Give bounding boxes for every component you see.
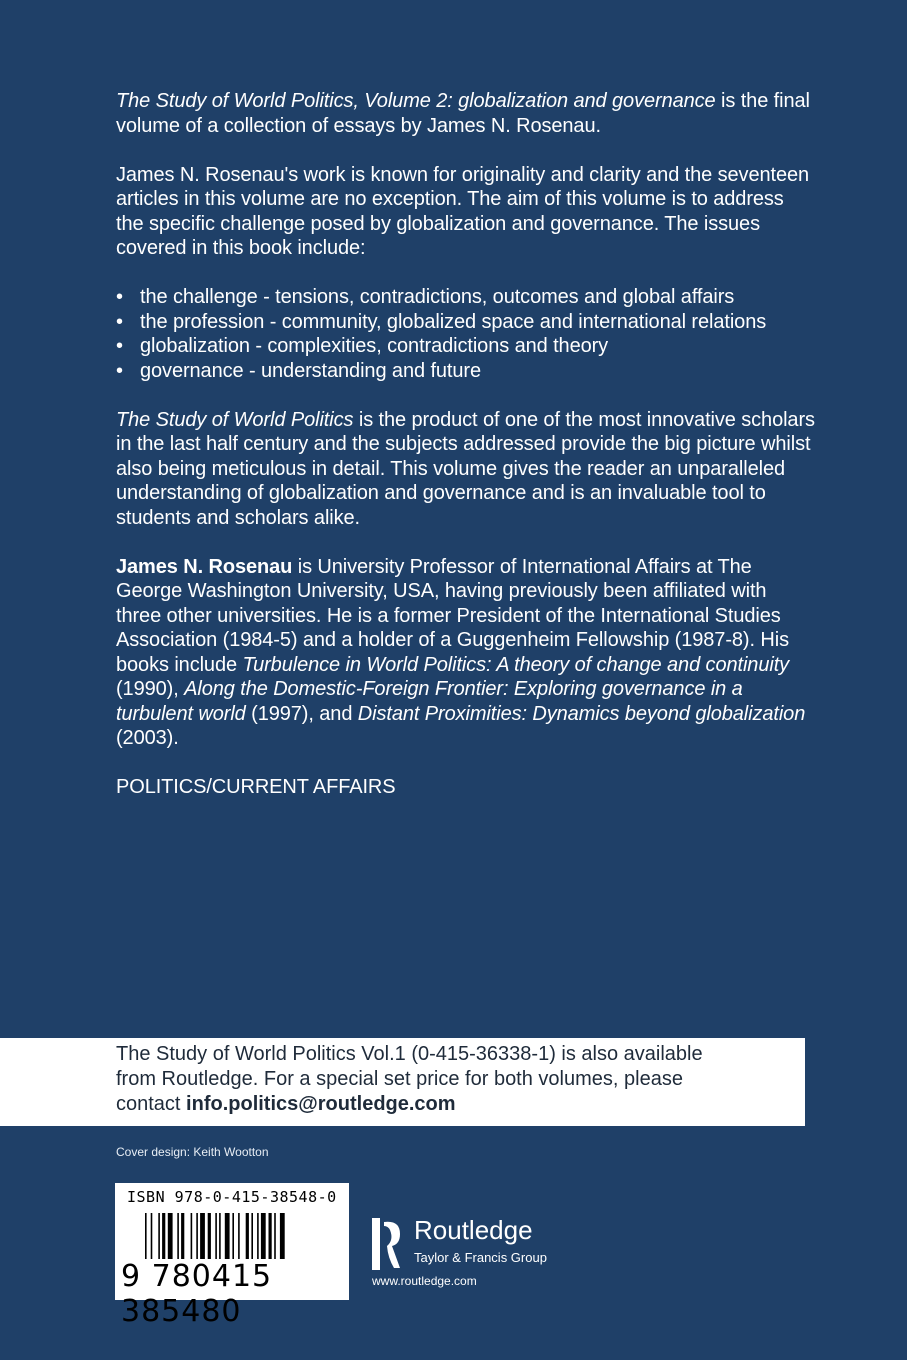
author-name: James N. Rosenau	[116, 555, 293, 578]
barcode-bar	[145, 1213, 147, 1259]
description-paragraph: James N. Rosenau's work is known for originality and clarity and the seventeen articles in this volume are no exception. The aim of this volume is to address the specific challenge posed by globalization and governance. The issues covered in this book include:	[116, 163, 810, 259]
routledge-r-icon	[372, 1218, 402, 1270]
author-bio	[116, 555, 816, 751]
barcode-bar	[181, 1213, 184, 1259]
bio-text: is University Professor of International Affairs at The George Washington University, USA, having previously been affiliated with three other universities. He is a former President of the International Studies Association (1984-5) and a holder of a Guggenheim Fellowship (1987-8). His books include	[116, 555, 789, 676]
intro-text: is the final volume of a collection of essays by James N. Rosenau.	[116, 90, 810, 137]
barcode-bar	[257, 1213, 259, 1259]
book-title: The Study of World Politics, Volume 2: globalization and governance	[116, 90, 716, 112]
category-label: POLITICS/CURRENT AFFAIRS	[116, 776, 396, 798]
isbn-barcode	[115, 1183, 349, 1329]
barcode-bar	[191, 1213, 193, 1259]
barcode-bars	[125, 1213, 339, 1259]
barcode-bar	[200, 1213, 205, 1259]
bio-text: (2003).	[116, 727, 179, 749]
summary-paragraph	[116, 408, 816, 531]
barcode-bar	[232, 1213, 234, 1259]
barcode-bar	[261, 1213, 266, 1259]
barcode-bar	[208, 1213, 211, 1259]
barcode-bar	[246, 1213, 249, 1259]
intro-paragraph	[116, 89, 816, 138]
barcode-bar	[251, 1213, 253, 1259]
barcode-bar	[274, 1213, 276, 1259]
list-item: • globalization - complexities, contradictions and theory	[116, 334, 836, 359]
barcode-bar	[269, 1213, 272, 1259]
barcode-bar	[238, 1213, 240, 1259]
barcode-bar	[225, 1213, 230, 1259]
book-title: Distant Proximities: Dynamics beyond globalization	[357, 702, 806, 725]
list-item: • governance - understanding and future	[116, 359, 836, 384]
barcode-bar	[196, 1213, 198, 1259]
publisher-group: Taylor & Francis Group	[414, 1250, 547, 1265]
publisher-name: Routledge	[414, 1215, 533, 1245]
list-item: • the challenge - tensions, contradictions, outcomes and global affairs	[116, 285, 836, 310]
barcode-bar	[280, 1213, 285, 1259]
book-title: Along the Domestic-Foreign Frontier: Exploring governance in a turbulent world	[116, 678, 743, 725]
issues-list	[116, 285, 836, 383]
isbn-label: ISBN 978-0-415-38548-0	[127, 1188, 337, 1206]
cover-credit: Cover design: Keith Wootton	[116, 1145, 269, 1159]
book-title: The Study of World Politics	[116, 408, 354, 431]
book-title: Turbulence in World Politics: A theory of change and continuity	[242, 653, 790, 676]
barcode-bar	[158, 1213, 160, 1259]
publisher-url[interactable]: www.routledge.com	[372, 1274, 477, 1288]
barcode-bar	[168, 1213, 173, 1259]
list-item: • the profession - community, globalized space and international relations	[116, 310, 836, 335]
barcode-bar	[219, 1213, 221, 1259]
availability-notice	[0, 1038, 805, 1126]
notice-text: The Study of World Politics Vol.1 (0-415-36338-1) is also available from Routledge. For a special set price for both volumes, please contact	[116, 1043, 703, 1115]
barcode-bar	[177, 1213, 179, 1259]
barcode-number: 9 780415 385480	[121, 1259, 273, 1329]
barcode-bar	[215, 1213, 217, 1259]
contact-email-link[interactable]: info.politics@routledge.com	[186, 1093, 456, 1115]
barcode-bar	[151, 1213, 153, 1259]
bio-text: (1997), and	[245, 702, 358, 725]
back-cover-text	[116, 89, 826, 824]
bio-text: (1990),	[116, 678, 185, 700]
barcode-bar	[162, 1213, 165, 1259]
publisher-logo	[372, 1215, 572, 1288]
summary-text: is the product of one of the most innovative scholars in the last half century and the subjects addressed provide the big picture whilst also being meticulous in detail. This volume gives the reader an unparalleled understanding of globalization and governance and is an invaluable tool to students and scholars alike.	[116, 408, 815, 529]
